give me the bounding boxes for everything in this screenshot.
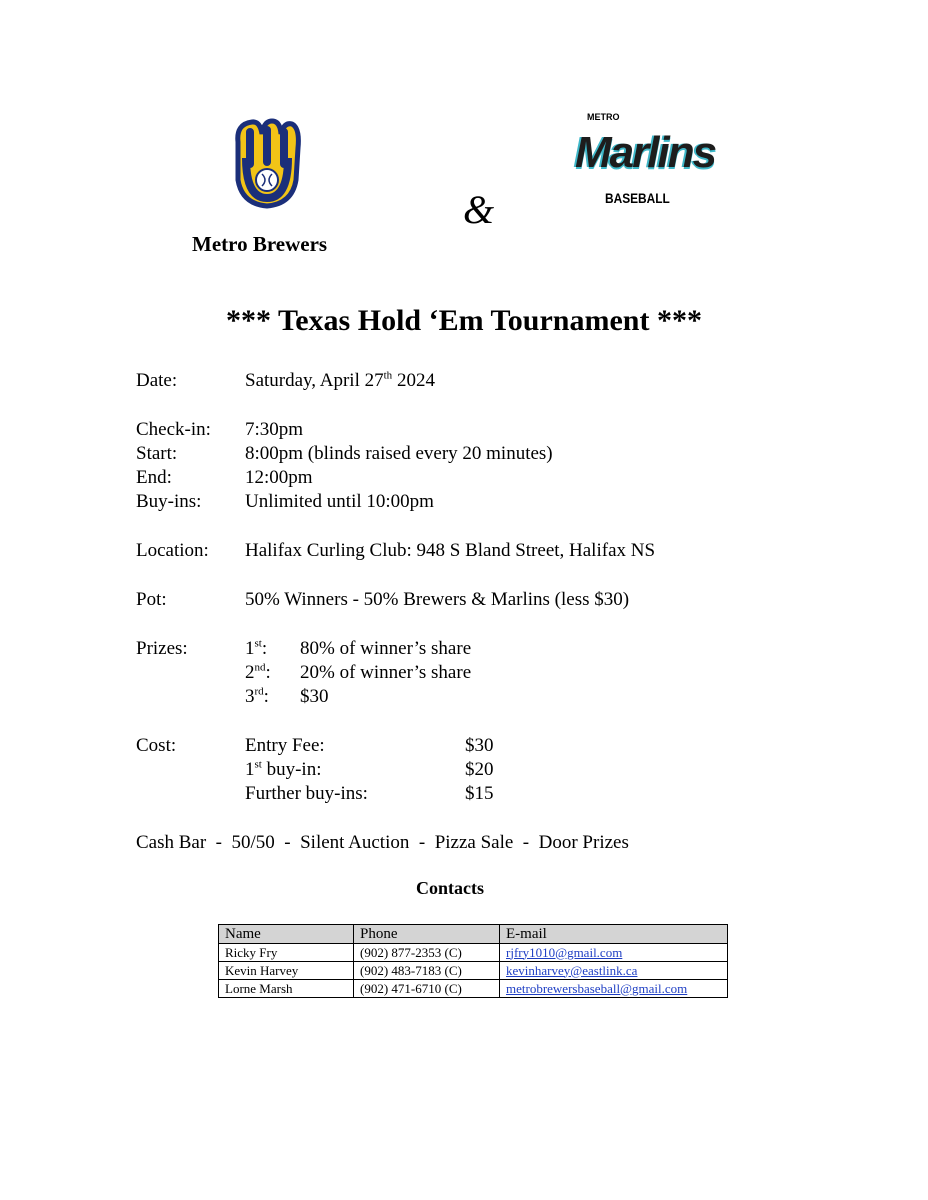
column-header-phone: Phone <box>354 925 500 944</box>
buyins-value: Unlimited until 10:00pm <box>245 491 434 512</box>
email-link[interactable]: rjfry1010@gmail.com <box>506 944 623 960</box>
contact-phone: (902) 483-7183 (C) <box>354 962 500 980</box>
start-value: 8:00pm (blinds raised every 20 minutes) <box>245 443 553 464</box>
end-label: End: <box>136 467 172 488</box>
location-label: Location: <box>136 540 209 561</box>
entry-fee-label: Entry Fee: <box>245 735 325 756</box>
entry-fee-value: $30 <box>465 735 494 756</box>
prizes-label: Prizes: <box>136 638 188 659</box>
table-header-row <box>219 925 728 944</box>
column-header-name: Name <box>219 925 354 944</box>
table-row <box>219 962 728 980</box>
location-value: Halifax Curling Club: 948 S Bland Street, Halifax NS <box>245 540 656 561</box>
contact-phone: (902) 471-6710 (C) <box>354 980 500 998</box>
marlins-wordmark: Marlins <box>575 128 716 177</box>
page-title: *** Texas Hold ‘Em Tournament *** <box>226 304 702 337</box>
contact-email <box>500 944 728 962</box>
email-link[interactable]: metrobrewersbaseball@gmail.com <box>506 980 688 996</box>
ampersand: & <box>463 187 495 232</box>
prize-value: 20% of winner’s share <box>300 662 472 683</box>
brewers-name: Metro Brewers <box>192 232 328 256</box>
further-buyins-value: $15 <box>465 783 494 804</box>
table-row <box>219 944 728 962</box>
pot-label: Pot: <box>136 589 167 610</box>
contact-name: Kevin Harvey <box>219 962 354 980</box>
prize-position: 3rd: <box>245 685 269 707</box>
extras-line: Cash Bar - 50/50 - Silent Auction - Pizza Sale - Door Prizes <box>136 832 629 853</box>
table-row <box>219 980 728 998</box>
contacts-table <box>218 924 728 998</box>
contact-email <box>500 980 728 998</box>
contact-name: Lorne Marsh <box>219 980 354 998</box>
brewers-logo <box>232 118 302 210</box>
column-header-email: E-mail <box>500 925 728 944</box>
checkin-value: 7:30pm <box>245 419 304 440</box>
date-value: Saturday, April 27th 2024 <box>245 369 435 391</box>
marlins-metro-text: METRO <box>587 112 620 122</box>
cost-label: Cost: <box>136 735 177 756</box>
contact-phone: (902) 877-2353 (C) <box>354 944 500 962</box>
first-buyin-value: $20 <box>465 759 494 780</box>
buyins-label: Buy-ins: <box>136 491 202 512</box>
email-link[interactable]: kevinharvey@eastlink.ca <box>506 962 638 978</box>
date-label: Date: <box>136 370 178 391</box>
contacts-heading: Contacts <box>416 878 484 898</box>
pot-value: 50% Winners - 50% Brewers & Marlins (less $30) <box>245 589 630 610</box>
checkin-label: Check-in: <box>136 419 211 440</box>
further-buyins-label: Further buy-ins: <box>245 783 368 804</box>
marlins-logo <box>575 108 716 218</box>
contact-email <box>500 962 728 980</box>
end-value: 12:00pm <box>245 467 313 488</box>
prize-position: 2nd: <box>245 661 271 683</box>
prize-value: $30 <box>300 686 329 707</box>
first-buyin-label: 1st buy-in: <box>245 758 322 780</box>
marlins-baseball-text: BASEBALL <box>605 190 670 206</box>
start-label: Start: <box>136 443 178 464</box>
prize-position: 1st: <box>245 637 268 659</box>
contact-name: Ricky Fry <box>219 944 354 962</box>
prize-value: 80% of winner’s share <box>300 638 472 659</box>
